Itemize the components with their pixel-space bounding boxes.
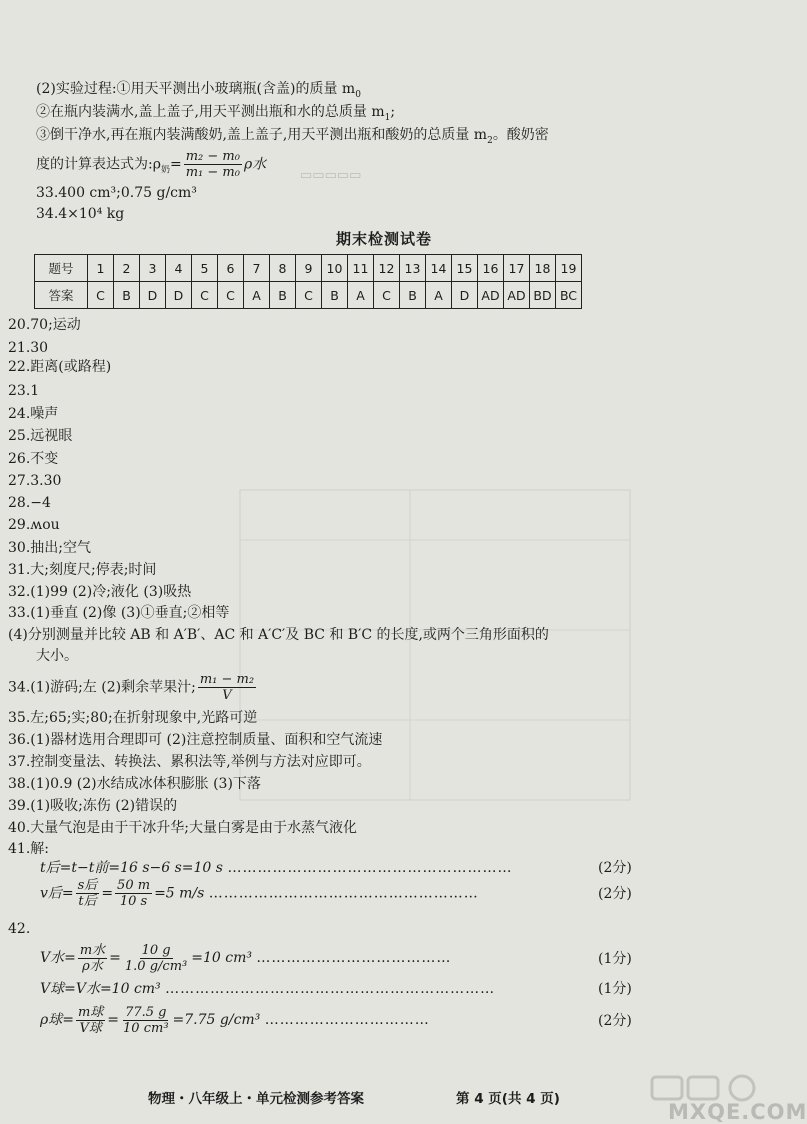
- table-cell: AD: [478, 282, 504, 309]
- question-41-line-2: v后= $\frac{\text{s后}}{\text{t后}}$ = $\frac{50 m}{10 s}$ =5 m/s ………………………………………………: [40, 878, 479, 909]
- answer-25: 25.远视眼: [8, 428, 73, 444]
- table-cell: 14: [426, 255, 452, 282]
- question-41-line-1-score: (2分): [598, 860, 632, 876]
- answer-38: 38.(1)0.9 (2)水结成冰体积膨胀 (3)下落: [8, 776, 261, 792]
- answer-32: 32.(1)99 (2)冷;液化 (3)吸热: [8, 584, 192, 600]
- table-cell: D: [452, 282, 478, 309]
- question-41-line-2-score: (2分): [598, 886, 632, 902]
- answer-23: 23.1: [8, 383, 40, 399]
- answer-33-part4-cont: 大小。: [36, 648, 78, 664]
- table-cell: D: [140, 282, 166, 309]
- table-cell: 6: [218, 255, 244, 282]
- table-cell: B: [114, 282, 140, 309]
- answer-34-top: 34.4×10⁴ kg: [36, 206, 125, 222]
- answer-34-fraction: $\frac{\text{m₁ − m₂}}{V}$: [199, 672, 255, 703]
- answer-35: 35.左;65;实;80;在折射现象中,光路可逆: [8, 710, 258, 726]
- question-41-label: 41.解:: [8, 841, 49, 857]
- answer-33-top: 33.400 cm³;0.75 g/cm³: [36, 185, 197, 201]
- answer-40: 40.大量气泡是由于干冰升华;大量白雾是由于水蒸气液化: [8, 820, 357, 836]
- footer-title: 物理・八年级上・单元检测参考答案: [148, 1091, 364, 1107]
- dot-leader: …………………………………………………: [227, 860, 513, 876]
- table-cell: D: [166, 282, 192, 309]
- dot-leader: ……………………………: [264, 1012, 430, 1028]
- table-cell: 13: [400, 255, 426, 282]
- density-fraction: $\frac{\text{m₂ − m₀}}{\text{m₁ − m₀}}$: [185, 149, 240, 180]
- section-title: 期末检测试卷: [335, 230, 432, 248]
- fraction: $\frac{50 m}{10 s}$: [117, 878, 151, 909]
- answer-22: 22.距离(或路程): [8, 359, 112, 375]
- table-cell: 3: [140, 255, 166, 282]
- fraction: $\frac{77.5 g}{\text{10 cm³}}$: [123, 1004, 169, 1036]
- question-42-line-1: V水= $\frac{\text{m水}}{\text{ρ水}}$ = $\frac{10 g}{\text{1.0 g/cm³}}$ =10 cm³ …………………………………: [40, 942, 452, 974]
- question-42-line-3: ρ球= $\frac{\text{m球}}{\text{V球}}$ = $\frac{77.5 g}{\text{10 cm³}}$ =7.75 g/cm³ ……………………………: [40, 1004, 430, 1036]
- table-cell: 5: [192, 255, 218, 282]
- dot-leader: ………………………………………………: [208, 885, 479, 902]
- table-cell: 17: [504, 255, 530, 282]
- table-cell: A: [244, 282, 270, 309]
- table-row-answers: [35, 282, 582, 309]
- table-cell: C: [218, 282, 244, 309]
- table-cell: C: [296, 282, 322, 309]
- answer-27: 27.3.30: [8, 473, 62, 489]
- answer-26: 26.不变: [8, 451, 59, 467]
- question-42-line-1-score: (1分): [598, 951, 632, 967]
- table-cell: 2: [114, 255, 140, 282]
- fraction: $\frac{\text{m水}}{\text{ρ水}}$: [79, 942, 106, 974]
- question-42-line-3-score: (2分): [598, 1013, 632, 1029]
- bleed-through-text: ▭▭▭▭▭: [300, 168, 362, 183]
- table-cell: 7: [244, 255, 270, 282]
- table-cell: 10: [322, 255, 348, 282]
- footer-page-number: 第 4 页(共 4 页): [456, 1091, 560, 1107]
- answer-24: 24.噪声: [8, 406, 59, 422]
- table-cell: 15: [452, 255, 478, 282]
- answer-33-part4: (4)分别测量并比较 AB 和 A′B′、AC 和 A′C′及 BC 和 B′C 的长度,或两个三角形面积的: [8, 627, 549, 643]
- question-42-label: 42.: [8, 921, 31, 937]
- table-cell: 8: [270, 255, 296, 282]
- experiment-step-2: ②在瓶内装满水,盖上盖子,用天平测出瓶和水的总质量 $m_1$;: [36, 104, 396, 123]
- experiment-step-1: (2)实验过程:①用天平测出小玻璃瓶(含盖)的质量 $m_0$: [36, 81, 361, 100]
- table-cell: C: [374, 282, 400, 309]
- answer-39: 39.(1)吸收;冻伤 (2)错误的: [8, 798, 178, 814]
- answer-36: 36.(1)器材选用合理即可 (2)注意控制质量、面积和空气流速: [8, 732, 383, 748]
- density-expression: 度的计算表达式为$:\rho_奶=$ $\frac{\text{m₂ − m₀}}{\text{m₁ − m₀}}$ ρ水: [36, 149, 267, 180]
- table-cell: 11: [348, 255, 374, 282]
- fraction: $\frac{\text{s后}}{\text{t后}}$: [77, 878, 98, 909]
- question-42-line-2-score: (1分): [598, 981, 632, 997]
- table-cell: 12: [374, 255, 400, 282]
- table-cell: A: [426, 282, 452, 309]
- table-cell: 1: [88, 255, 114, 282]
- answer-29: 29.ʍou: [8, 517, 60, 533]
- answer-20: 20.70;运动: [8, 317, 81, 333]
- table-cell: BC: [556, 282, 582, 309]
- answer-34: 34.(1)游码;左 (2)剩余苹果汁; $\frac{\text{m₁ − m₂}}{V}$: [8, 672, 255, 703]
- experiment-step-3: ③倒干净水,再在瓶内装满酸奶,盖上盖子,用天平测出瓶和酸奶的总质量 $m_2$。酸奶密: [36, 127, 549, 146]
- table-cell: C: [192, 282, 218, 309]
- table-answer-label: 答案: [35, 282, 88, 309]
- table-cell: 4: [166, 255, 192, 282]
- fraction: $\frac{10 g}{\text{1.0 g/cm³}}$: [124, 942, 188, 974]
- table-header-label: 题号: [35, 255, 88, 282]
- answer-21: 21.30: [8, 340, 49, 356]
- answer-28: 28.−4: [8, 495, 51, 511]
- dot-leader: …………………………………: [256, 950, 452, 966]
- dot-leader: …………………………………………………………: [165, 981, 496, 997]
- table-cell: C: [88, 282, 114, 309]
- table-cell: 16: [478, 255, 504, 282]
- answer-30: 30.抽出;空气: [8, 540, 91, 556]
- table-cell: 18: [530, 255, 556, 282]
- watermark-text: MXQE.COM: [668, 1100, 807, 1124]
- table-cell: B: [322, 282, 348, 309]
- fraction: $\frac{\text{m球}}{\text{V球}}$: [77, 1004, 104, 1036]
- table-cell: 19: [556, 255, 582, 282]
- answer-37: 37.控制变量法、转换法、累积法等,举例与方法对应即可。: [8, 754, 371, 770]
- table-cell: B: [270, 282, 296, 309]
- table-cell: BD: [530, 282, 556, 309]
- table-cell: AD: [504, 282, 530, 309]
- answer-table: [34, 254, 582, 309]
- table-cell: B: [400, 282, 426, 309]
- answer-31: 31.大;刻度尺;停表;时间: [8, 562, 157, 578]
- question-42-line-2: V球=V水=10 cm³ …………………………………………………………: [40, 981, 496, 997]
- answer-33: 33.(1)垂直 (2)像 (3)①垂直;②相等: [8, 605, 230, 621]
- question-41-line-1: t后=t−t前=16 s−6 s=10 s …………………………………………………: [40, 860, 513, 876]
- table-cell: A: [348, 282, 374, 309]
- table-cell: 9: [296, 255, 322, 282]
- table-row-numbers: [35, 255, 582, 282]
